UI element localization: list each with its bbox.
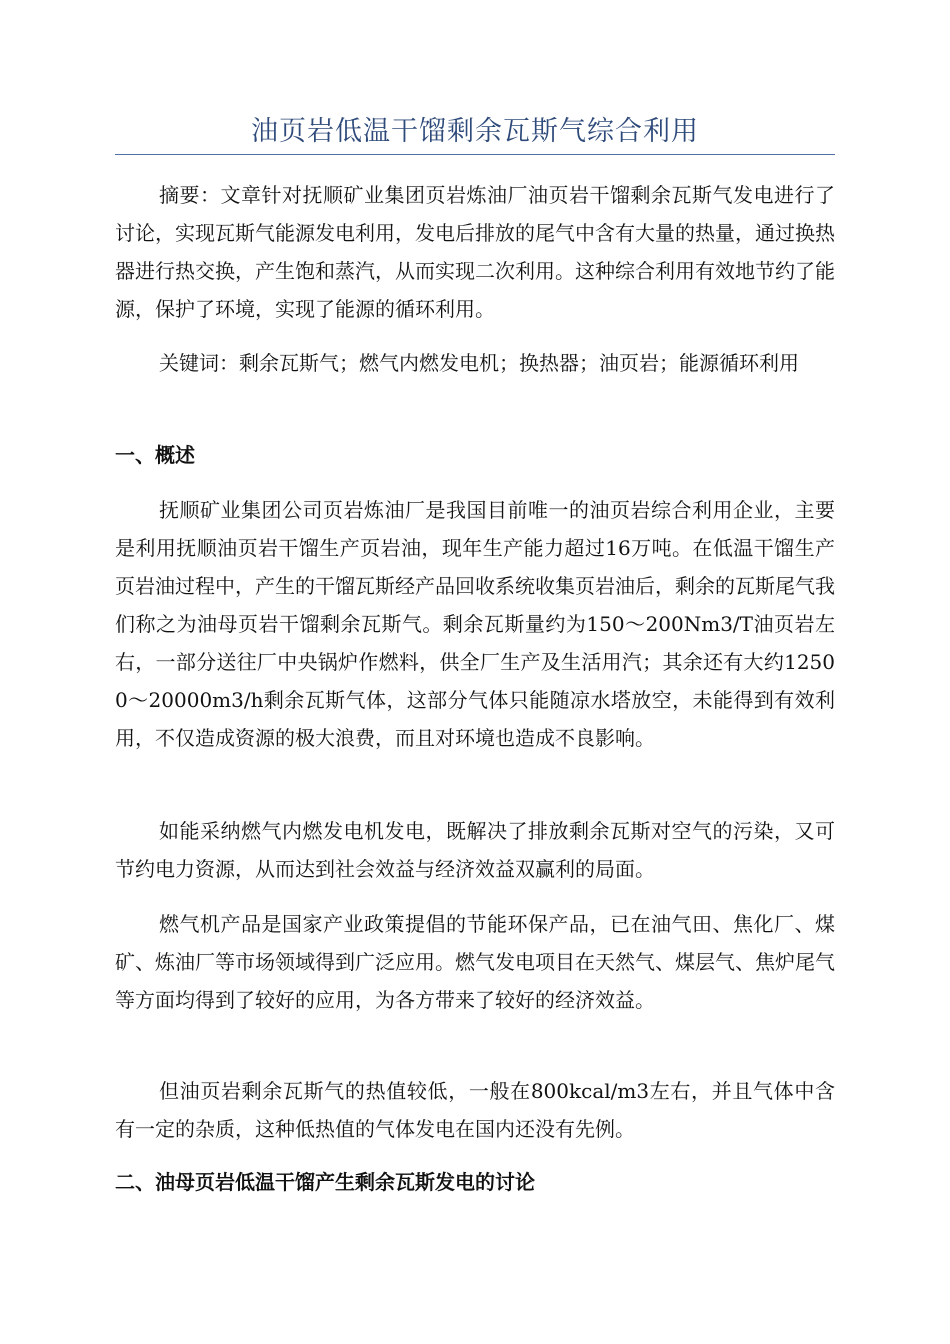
body-paragraph: 燃气机产品是国家产业政策提倡的节能环保产品，已在油气田、焦化厂、煤矿、炼油厂等市场领域得到广泛应用。燃气发电项目在天然气、煤层气、焦炉尾气等方面均得到了较好的应用，为各方带来了较好的经济效益。 (115, 912, 835, 1012)
section-heading-discussion: 二、油母页岩低温干馏产生剩余瓦斯发电的讨论 (115, 1170, 535, 1194)
body-paragraph: 抚顺矿业集团公司页岩炼油厂是我国目前唯一的油页岩综合利用企业，主要是利用抚顺油页岩干馏生产页岩油，现年生产能力超过16万吨。在低温干馏生产页岩油过程中，产生的干馏瓦斯经产品回收系统收集页岩油后，剩余的瓦斯尾气我们称之为油母页岩干馏剩余瓦斯气。剩余瓦斯量约为150～200Nm3/T油页岩左右，一部分送往厂中央锅炉作燃料，供全厂生产及生活用汽；其余还有大约12500～20000m3/h剩余瓦斯气体，这部分气体只能随凉水塔放空，未能得到有效利用，不仅造成资源的极大浪费，而且对环境也造成不良影响。 (115, 498, 835, 750)
keywords-paragraph: 关键词：剩余瓦斯气；燃气内燃发电机；换热器；油页岩；能源循环利用 (159, 351, 799, 375)
document-title: 油页岩低温干馏剩余瓦斯气综合利用 (251, 116, 699, 147)
section-heading-overview: 一、概述 (115, 443, 195, 467)
body-paragraph: 如能采纳燃气内燃发电机发电，既解决了排放剩余瓦斯对空气的污染，又可节约电力资源，从而达到社会效益与经济效益双赢利的局面。 (115, 819, 835, 881)
body-paragraph: 但油页岩剩余瓦斯气的热值较低，一般在800kcal/m3左右，并且气体中含有一定的杂质，这种低热值的气体发电在国内还没有先例。 (115, 1079, 835, 1141)
title-underline (115, 154, 835, 155)
abstract-paragraph: 摘要：文章针对抚顺矿业集团页岩炼油厂油页岩干馏剩余瓦斯气发电进行了讨论，实现瓦斯气能源发电利用，发电后排放的尾气中含有大量的热量，通过换热器进行热交换，产生饱和蒸汽，从而实现二次利用。这种综合利用有效地节约了能源，保护了环境，实现了能源的循环利用。 (115, 183, 835, 321)
